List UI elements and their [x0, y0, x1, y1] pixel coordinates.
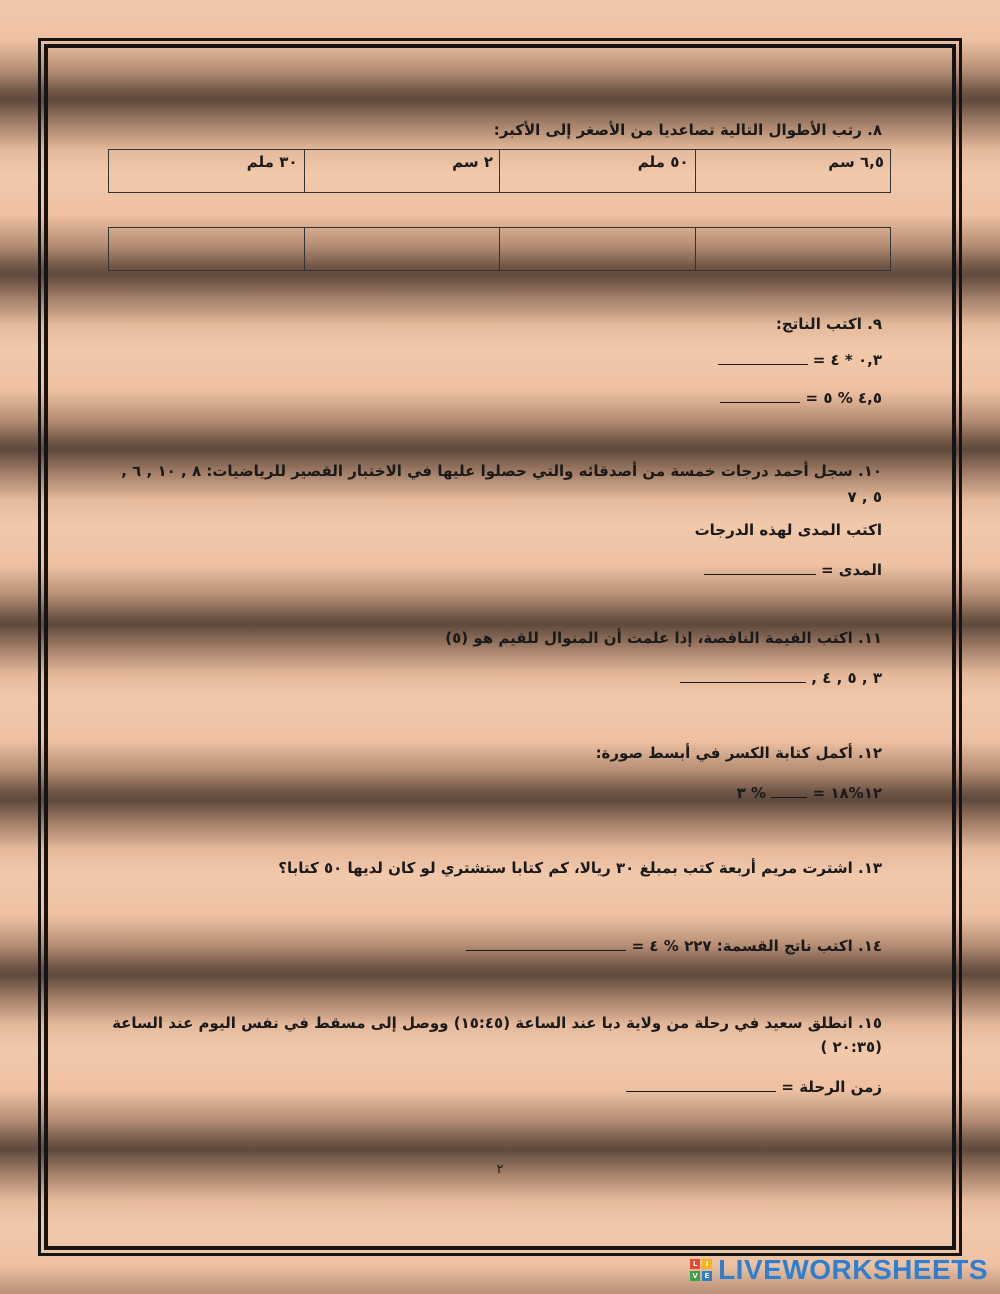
answer-cell-1[interactable]: [695, 228, 891, 271]
q9-expression-1: ٠,٣ * ٤ =: [812, 351, 882, 369]
q10-range-answer[interactable]: [704, 560, 816, 575]
q12-expression-right: % ٣: [736, 784, 767, 802]
answer-cell-4[interactable]: [109, 228, 305, 271]
q11-values-line: [110, 668, 882, 688]
q9-line-1: [110, 350, 882, 370]
answer-cell-3[interactable]: [304, 228, 500, 271]
q14-line: [110, 936, 882, 956]
brand-name: LIVEWORKSHEETS: [718, 1254, 988, 1285]
page-number: ٢: [496, 1162, 504, 1177]
q11-answer[interactable]: [680, 668, 806, 683]
q12-expression-left: ١٢%١٨ =: [812, 784, 882, 802]
question-11: ١١. اكتب القيمة الناقصة، إذا علمت أن المنوال للقيم هو (٥): [445, 629, 882, 647]
q12-expression-line: [110, 783, 882, 803]
q15-trip-label: زمن الرحلة =: [781, 1078, 882, 1096]
length-cell-1: ٦,٥ سم: [695, 150, 891, 193]
lengths-row: [109, 150, 891, 193]
logo-letter-i: I: [702, 1259, 712, 1269]
worksheet-content: [110, 110, 882, 1097]
question-10: ١٠. سجل أحمد درجات خمسة من أصدقائه والتي حصلوا عليها في الاختبار القصير للرياضيات: ٨ , ١٠ , ٦ , ٥ , ٧: [121, 462, 882, 506]
q10-range-label: المدى =: [820, 561, 882, 579]
q15-answer[interactable]: [626, 1077, 776, 1092]
q14-answer[interactable]: [466, 936, 626, 951]
liveworksheets-logo-icon: [690, 1259, 712, 1281]
question-8: ٨. رتب الأطوال التالية تصاعديا من الأصغر إلى الأكبر:: [493, 121, 882, 139]
q12-answer[interactable]: [771, 783, 807, 798]
q10-range-line: [110, 560, 882, 580]
q9-answer-2[interactable]: [720, 388, 800, 403]
answer-row: [109, 228, 891, 271]
length-cell-4: ٣٠ ملم: [109, 150, 305, 193]
q10-instruction: اكتب المدى لهذه الدرجات: [694, 521, 882, 539]
logo-letter-l: L: [690, 1259, 700, 1269]
answer-table: [108, 227, 891, 271]
q11-values: ٣ , ٥ , ٤ ,: [811, 669, 882, 687]
question-9: ٩. اكتب الناتج:: [775, 315, 882, 333]
lengths-table: [108, 149, 891, 193]
question-12: ١٢. أكمل كتابة الكسر في أبسط صورة:: [595, 744, 882, 762]
q9-expression-2: ٤,٥ % ٥ =: [805, 389, 882, 407]
logo-letter-v: V: [690, 1271, 700, 1281]
length-cell-2: ٥٠ ملم: [500, 150, 696, 193]
logo-letter-e: E: [702, 1271, 712, 1281]
question-15: ١٥. انطلق سعيد في رحلة من ولاية دبا عند الساعة (١٥:٤٥) ووصل إلى مسقط في نفس اليوم عند الساعة (٢٠:٣٥ ): [112, 1014, 882, 1056]
q9-line-2: [110, 388, 882, 408]
q15-trip-line: [110, 1077, 882, 1097]
liveworksheets-brand[interactable]: [690, 1254, 988, 1286]
question-14: ١٤. اكتب ناتج القسمة: ٢٢٧ % ٤ =: [631, 937, 882, 955]
answer-cell-2[interactable]: [500, 228, 696, 271]
q9-answer-1[interactable]: [718, 350, 808, 365]
length-cell-3: ٢ سم: [304, 150, 500, 193]
question-13: ١٣. اشترت مريم أربعة كتب بمبلغ ٣٠ ريالا، كم كتابا ستشتري لو كان لديها ٥٠ كتابا؟: [278, 859, 882, 877]
